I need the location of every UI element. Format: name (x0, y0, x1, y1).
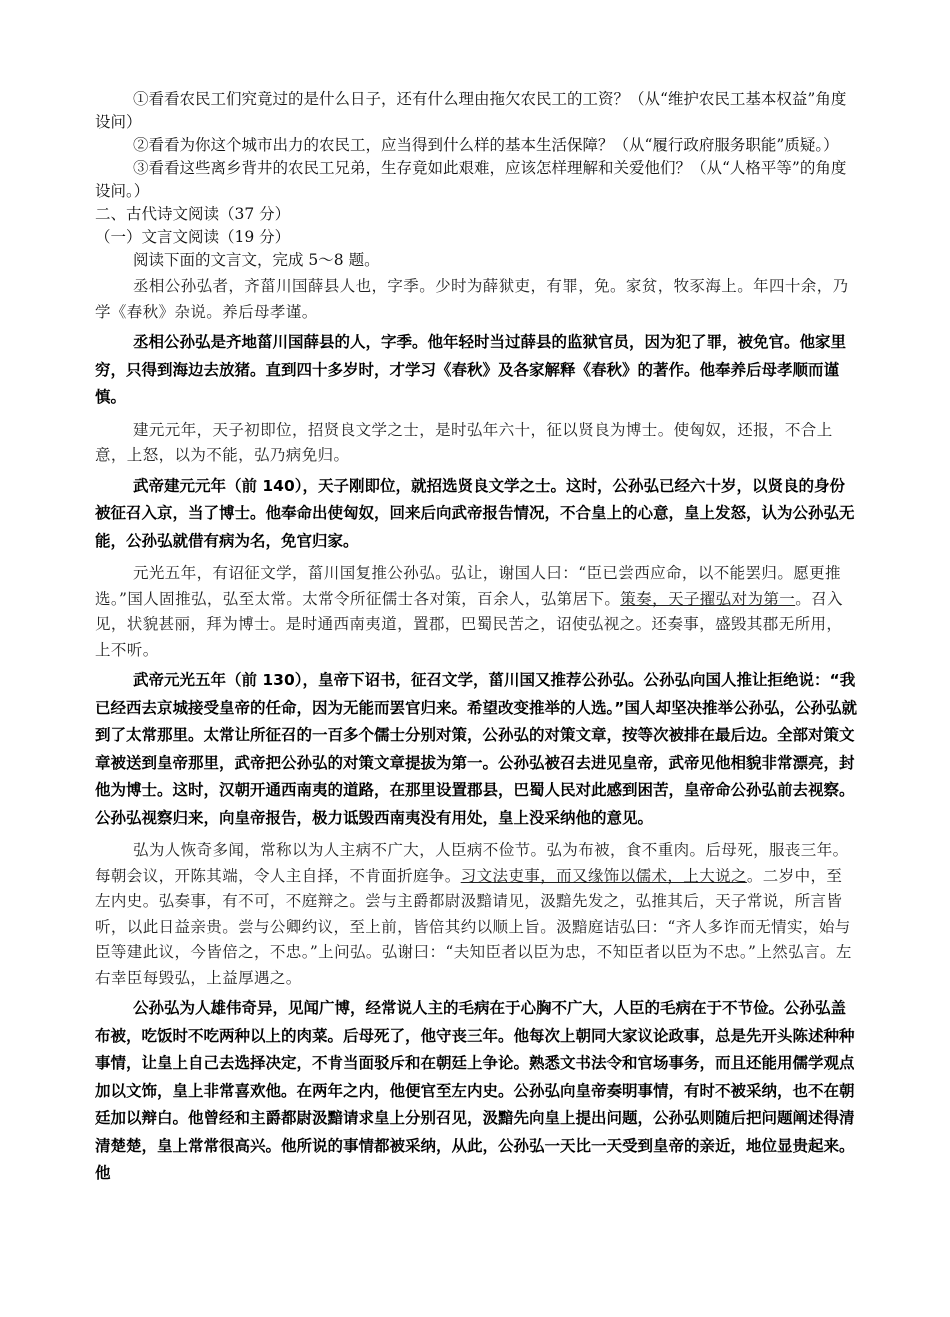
translation-paragraph-1: 丞相公孙弘是齐地菑川国薛县的人，字季。他年轻时当过薛县的监狱官员，因为犯了罪，被免官。他家里穷，只得到海边去放猪。直到四十多岁时，才学习《春秋》及各家解释《春秋》的著作。他奉养后母孝顺而谨慎。 (95, 333, 847, 406)
section-title: 二、古代诗文阅读（37 分） (95, 205, 291, 223)
original-paragraph-4-part-a: 弘为人恢奇多闻，常称以为人主病不广大，人臣病不俭节。弘为布被，食不重肉。后母死，服丧三年。每朝会议，开陈其端，令人主自择，不肯面折庭争。 (95, 841, 849, 885)
original-paragraph-4 (95, 838, 857, 991)
document-page (95, 88, 857, 1194)
original-paragraph-3-part-b: 。召入见，状貌甚丽，拜为博士。是时通西南夷道，置郡，巴蜀民苦之，诏使弘视之。还奏事，盛毁其郡无所用，上不听。 (95, 589, 843, 659)
question-1: ①看看农民工们究竟过的是什么日子，还有什么理由拖欠农民工的工资？（从“维护农民工基本权益”角度设问） (95, 90, 847, 131)
question-3: ③看看这些离乡背井的农民工兄弟，生存竟如此艰难，应该怎样理解和关爱他们？（从“人格平等”的角度设问。） (95, 159, 847, 200)
subsection-title: （一）文言文阅读（19 分） (95, 228, 291, 246)
original-paragraph-3-part-a: 元光五年，有诏征文学，菑川国复推公孙弘。弘让，谢国人曰：“臣已尝西应命，以不能罢归。愿更推选。”国人固推弘，弘至太常。太常令所征儒士各对策，百余人，弘第居下。 (95, 564, 841, 608)
original-paragraph-3 (95, 561, 857, 663)
original-paragraph-4-part-b: 。二岁中，至左内史。弘奏事，有不可，不庭辩之。尝与主爵都尉汲黯请见，汲黯先发之，弘推其后，天子常说，所言皆听，以此日益亲贵。尝与公卿约议，至上前，皆倍其约以顺上旨。汲黯庭诘弘曰：“齐人多诈而无情实，始与臣等建此议，今皆倍之，不忠。”上问弘。弘谢曰：“夫知臣者以臣为忠，不知臣者以臣为不忠。”上然弘言。左右幸臣每毁弘，上益厚遇之。 (95, 866, 852, 987)
original-paragraph-1: 丞相公孙弘者，齐菑川国薛县人也，字季。少时为薛狱吏，有罪，免。家贫，牧豕海上。年四十余，乃学《春秋》杂说。养后母孝谨。 (95, 277, 849, 321)
underlined-sentence-1: 策奏，天子擢弘对为第一 (620, 589, 796, 608)
translation-paragraph-3: 武帝元光五年（前 130），皇帝下诏书，征召文学，菑川国又推荐公孙弘。公孙弘向国人推让拒绝说：“我已经西去京城接受皇帝的任命，因为无能而罢官归来。希望改变推举的人选。”国人却坚决推举公孙弘，公孙弘就到了太常那里。太常让所征召的一百多个儒士分别对策，公孙弘的对策文章，按等次被排在最后边。全部对策文章被送到皇帝那里，武帝把公孙弘的对策文章提拔为第一。公孙弘被召去进见皇帝，武帝见他相貌非常漂亮，封他为博士。这时，汉朝开通西南夷的道路，在那里设置郡县，巴蜀人民对此感到困苦，皇帝命公孙弘前去视察。公孙弘视察归来，向皇帝报告，极力诋毁西南夷没有用处，皇上没采纳他的意见。 (95, 671, 857, 827)
translation-paragraph-2: 武帝建元元年（前 140），天子刚即位，就招选贤良文学之士。这时，公孙弘已经六十岁，以贤良的身份被征召入京，当了博士。他奉命出使匈奴，回来后向武帝报告情况，不合皇上的心意，皇上发怒，认为公孙弘无能，公孙弘就借有病为名，免官归家。 (95, 476, 855, 550)
original-paragraph-2: 建元元年，天子初即位，招贤良文学之士，是时弘年六十，征以贤良为博士。使匈奴，还报，不合上意，上怒，以为不能，弘乃病免归。 (95, 420, 833, 464)
instruction: 阅读下面的文言文，完成 5～8 题。 (133, 251, 380, 269)
question-2: ②看看为你这个城市出力的农民工，应当得到什么样的基本生活保障？（从“履行政府服务职能”质疑。） (133, 136, 839, 154)
translation-paragraph-4: 公孙弘为人雄伟奇异，见闻广博，经常说人主的毛病在于心胸不广大，人臣的毛病在于不节俭。公孙弘盖布被，吃饭时不吃两种以上的肉菜。后母死了，他守丧三年。他每次上朝同大家议论政事，总是先开头陈述种种事情，让皇上自己去选择决定，不肯当面驳斥和在朝廷上争论。熟悉文书法令和官场事务，而且还能用儒学观点加以文饰，皇上非常喜欢他。在两年之内，他便官至左内史。公孙弘向皇帝奏明事情，有时不被采纳，也不在朝廷加以辩白。他曾经和主爵都尉汲黯请求皇上分别召见，汲黯先向皇上提出问题，公孙弘则随后把问题阐述得清清楚楚，皇上常常很高兴。他所说的事情都被采纳，从此，公孙弘一天比一天受到皇帝的亲近，地位显贵起来。他 (95, 999, 855, 1182)
underlined-sentence-2: 习文法吏事，而又缘饰以儒术，上大说之 (460, 866, 747, 885)
